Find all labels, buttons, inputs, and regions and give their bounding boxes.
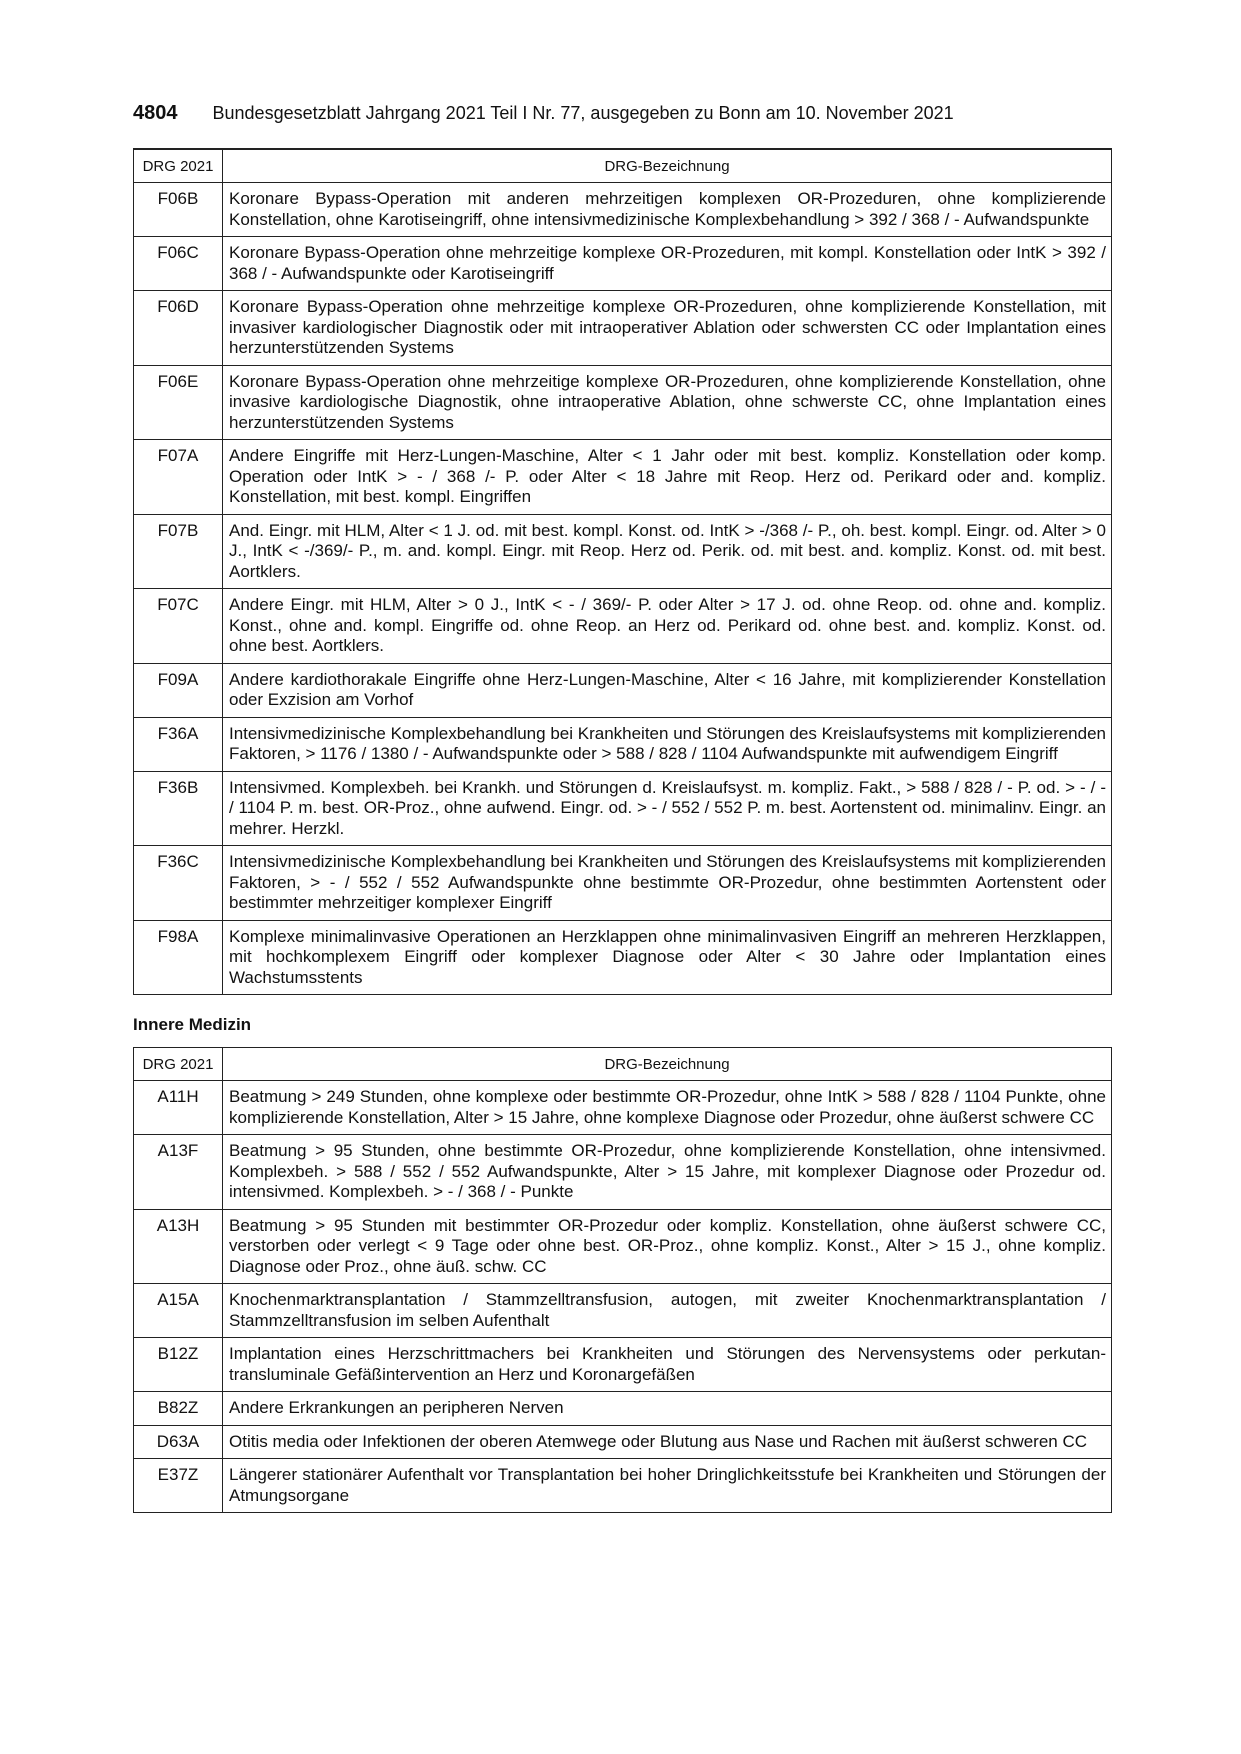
column-header-desc: DRG-Bezeichnung — [223, 1048, 1112, 1081]
table-row — [134, 663, 1112, 717]
drg-description: Otitis media oder Infektionen der oberen Atemwege oder Blutung aus Nase und Rachen mit äußerst schweren CC — [223, 1425, 1112, 1459]
drg-code: F06C — [134, 237, 223, 291]
drg-description: Andere Eingriffe mit Herz-Lungen-Maschine, Alter < 1 Jahr oder mit best. kompliz. Konstellation oder komp. Operation oder IntK > - / 368 /- P. oder Alter < 18 Jahre mit Reop. Herz od. Perikard oder and. kompliz. Konstellation, mit best. kompl. Eingriffen — [223, 440, 1112, 515]
drg-code: F36B — [134, 771, 223, 846]
drg-code: B82Z — [134, 1392, 223, 1426]
table-body — [134, 183, 1112, 995]
table-row — [134, 183, 1112, 237]
table-row — [134, 440, 1112, 515]
table-row — [134, 1392, 1112, 1426]
drg-description: Komplexe minimalinvasive Operationen an Herzklappen ohne minimalinvasiven Eingriff an mehreren Herzklappen, mit hochkomplexem Eingriff oder komplexer Diagnose oder Alter < 30 Jahre oder Implantation eines Wachstumsstents — [223, 920, 1112, 995]
drg-code: F07C — [134, 589, 223, 664]
table-row — [134, 1081, 1112, 1135]
drg-code: F07B — [134, 514, 223, 589]
table-row — [134, 1284, 1112, 1338]
table-row — [134, 771, 1112, 846]
table-row — [134, 1338, 1112, 1392]
drg-code: F36C — [134, 846, 223, 921]
drg-table-cardio — [133, 149, 1112, 995]
column-header-code: DRG 2021 — [134, 150, 223, 183]
drg-code: E37Z — [134, 1459, 223, 1513]
drg-description: Längerer stationärer Aufenthalt vor Transplantation bei hoher Dringlichkeitsstufe bei Krankheiten und Störungen der Atmungsorgane — [223, 1459, 1112, 1513]
drg-code: F06B — [134, 183, 223, 237]
drg-description: Knochenmarktransplantation / Stammzelltransfusion, autogen, mit zweiter Knochenmarktransplantation / Stammzelltransfusion im selben Aufenthalt — [223, 1284, 1112, 1338]
drg-code: F07A — [134, 440, 223, 515]
column-header-desc: DRG-Bezeichnung — [223, 150, 1112, 183]
table-row — [134, 237, 1112, 291]
table-body — [134, 1081, 1112, 1513]
drg-description: Koronare Bypass-Operation ohne mehrzeitige komplexe OR-Prozeduren, ohne komplizierende Konstellation, mit invasiver kardiologischer Diagnostik oder mit intraoperativer Ablation oder schwersten CC oder Implantation eines herzunterstützenden Systems — [223, 291, 1112, 366]
drg-description: Andere Eingr. mit HLM, Alter > 0 J., IntK < - / 369/- P. oder Alter > 17 J. od. ohne Reop. od. ohne and. kompliz. Konst., ohne and. kompl. Eingriffe od. ohne Reop. an Herz od. Perikard od. ohne best. and. kompliz. Konst. od. ohne best. Aortklers. — [223, 589, 1112, 664]
drg-description: Implantation eines Herzschrittmachers bei Krankheiten und Störungen des Nervensystems oder perkutan-transluminale Gefäßintervention an Herz und Koronargefäßen — [223, 1338, 1112, 1392]
drg-description: Koronare Bypass-Operation ohne mehrzeitige komplexe OR-Prozeduren, mit kompl. Konstellation oder IntK > 392 / 368 / - Aufwandspunkte oder Karotiseingriff — [223, 237, 1112, 291]
section-title: Innere Medizin — [133, 1015, 252, 1034]
drg-description: Beatmung > 95 Stunden, ohne bestimmte OR-Prozedur, ohne komplizierende Konstellation, ohne intensivmed. Komplexbeh. > 588 / 552 / 552 Aufwandspunkte, Alter > 15 Jahre, mit komplexer Diagnose oder Prozedur od. intensivmed. Komplexbeh. > - / 368 / - Punkte — [223, 1135, 1112, 1210]
table-row — [134, 514, 1112, 589]
drg-code: A11H — [134, 1081, 223, 1135]
table-header-row — [134, 1048, 1112, 1081]
header-title: Bundesgesetzblatt Jahrgang 2021 Teil I Nr. 77, ausgegeben zu Bonn am 10. November 2021 — [212, 103, 954, 123]
table-row — [134, 1425, 1112, 1459]
drg-code: A13H — [134, 1209, 223, 1284]
table-row — [134, 365, 1112, 440]
drg-code: F36A — [134, 717, 223, 771]
column-header-code: DRG 2021 — [134, 1048, 223, 1081]
table-row — [134, 846, 1112, 921]
drg-code: D63A — [134, 1425, 223, 1459]
table-row — [134, 920, 1112, 995]
drg-description: Intensivmedizinische Komplexbehandlung bei Krankheiten und Störungen des Kreislaufsystems mit komplizierenden Faktoren, > 1176 / 1380 / - Aufwandspunkte oder > 588 / 828 / 1104 Aufwandspunkte mit aufwendigem Eingriff — [223, 717, 1112, 771]
drg-table-internal-medicine — [133, 1047, 1112, 1513]
drg-description: Andere Erkrankungen an peripheren Nerven — [223, 1392, 1112, 1426]
document-page — [133, 98, 1112, 1513]
drg-code: B12Z — [134, 1338, 223, 1392]
drg-code: F06D — [134, 291, 223, 366]
drg-description: Intensivmed. Komplexbeh. bei Krankh. und Störungen d. Kreislaufsyst. m. kompliz. Fakt., > 588 / 828 / - P. od. > - / - / 1104 P. m. best. OR-Proz., ohne aufwend. Eingr. od. > - / 552 / 552 P. m. best. Aortenstent od. minimalinv. Eingr. an mehrer. Herzkl. — [223, 771, 1112, 846]
drg-code: A15A — [134, 1284, 223, 1338]
drg-description: And. Eingr. mit HLM, Alter < 1 J. od. mit best. kompl. Konst. od. IntK > -/368 /- P., oh. best. kompl. Eingr. od. Alter > 0 J., IntK < -/369/- P., m. and. kompl. Eingr. mit Reop. Herz od. Perik. od. mit best. and. kompliz. Konst. od. mit best. Aortklers. — [223, 514, 1112, 589]
drg-description: Koronare Bypass-Operation mit anderen mehrzeitigen komplexen OR-Prozeduren, ohne komplizierende Konstellation, ohne Karotiseingriff, ohne intensivmedizinische Komplexbehandlung > 392 / 368 / - Aufwandspunkte — [223, 183, 1112, 237]
drg-description: Koronare Bypass-Operation ohne mehrzeitige komplexe OR-Prozeduren, ohne komplizierende Konstellation, ohne invasive kardiologische Diagnostik, ohne intraoperative Ablation, ohne schwerste CC, ohne Implantation eines herzunterstützenden Systems — [223, 365, 1112, 440]
drg-description: Intensivmedizinische Komplexbehandlung bei Krankheiten und Störungen des Kreislaufsystems mit komplizierenden Faktoren, > - / 552 / 552 Aufwandspunkte ohne bestimmte OR-Prozedur, ohne bestimmten Aortenstent oder bestimmter mehrzeitiger komplexer Eingriff — [223, 846, 1112, 921]
page-number: 4804 — [133, 102, 178, 124]
page-header — [133, 98, 1112, 128]
drg-code: F98A — [134, 920, 223, 995]
drg-code: A13F — [134, 1135, 223, 1210]
table-row — [134, 717, 1112, 771]
table-header-row — [134, 150, 1112, 183]
table-row — [134, 1459, 1112, 1513]
table-row — [134, 291, 1112, 366]
table-row — [134, 1135, 1112, 1210]
drg-description: Beatmung > 249 Stunden, ohne komplexe oder bestimmte OR-Prozedur, ohne IntK > 588 / 828 / 1104 Punkte, ohne komplizierende Konstellation, Alter > 15 Jahre, ohne komplexe Diagnose oder Prozedur, ohne äußerst schwere CC — [223, 1081, 1112, 1135]
drg-code: F09A — [134, 663, 223, 717]
table-row — [134, 589, 1112, 664]
drg-code: F06E — [134, 365, 223, 440]
drg-description: Beatmung > 95 Stunden mit bestimmter OR-Prozedur oder kompliz. Konstellation, ohne äußerst schwere CC, verstorben oder verlegt < 9 Tage oder ohne best. OR-Proz., ohne kompliz. Konst., Alter > 15 J., ohne kompliz. Diagnose oder Proz., ohne äuß. schw. CC — [223, 1209, 1112, 1284]
drg-description: Andere kardiothorakale Eingriffe ohne Herz-Lungen-Maschine, Alter < 16 Jahre, mit komplizierender Konstellation oder Exzision am Vorhof — [223, 663, 1112, 717]
table-row — [134, 1209, 1112, 1284]
